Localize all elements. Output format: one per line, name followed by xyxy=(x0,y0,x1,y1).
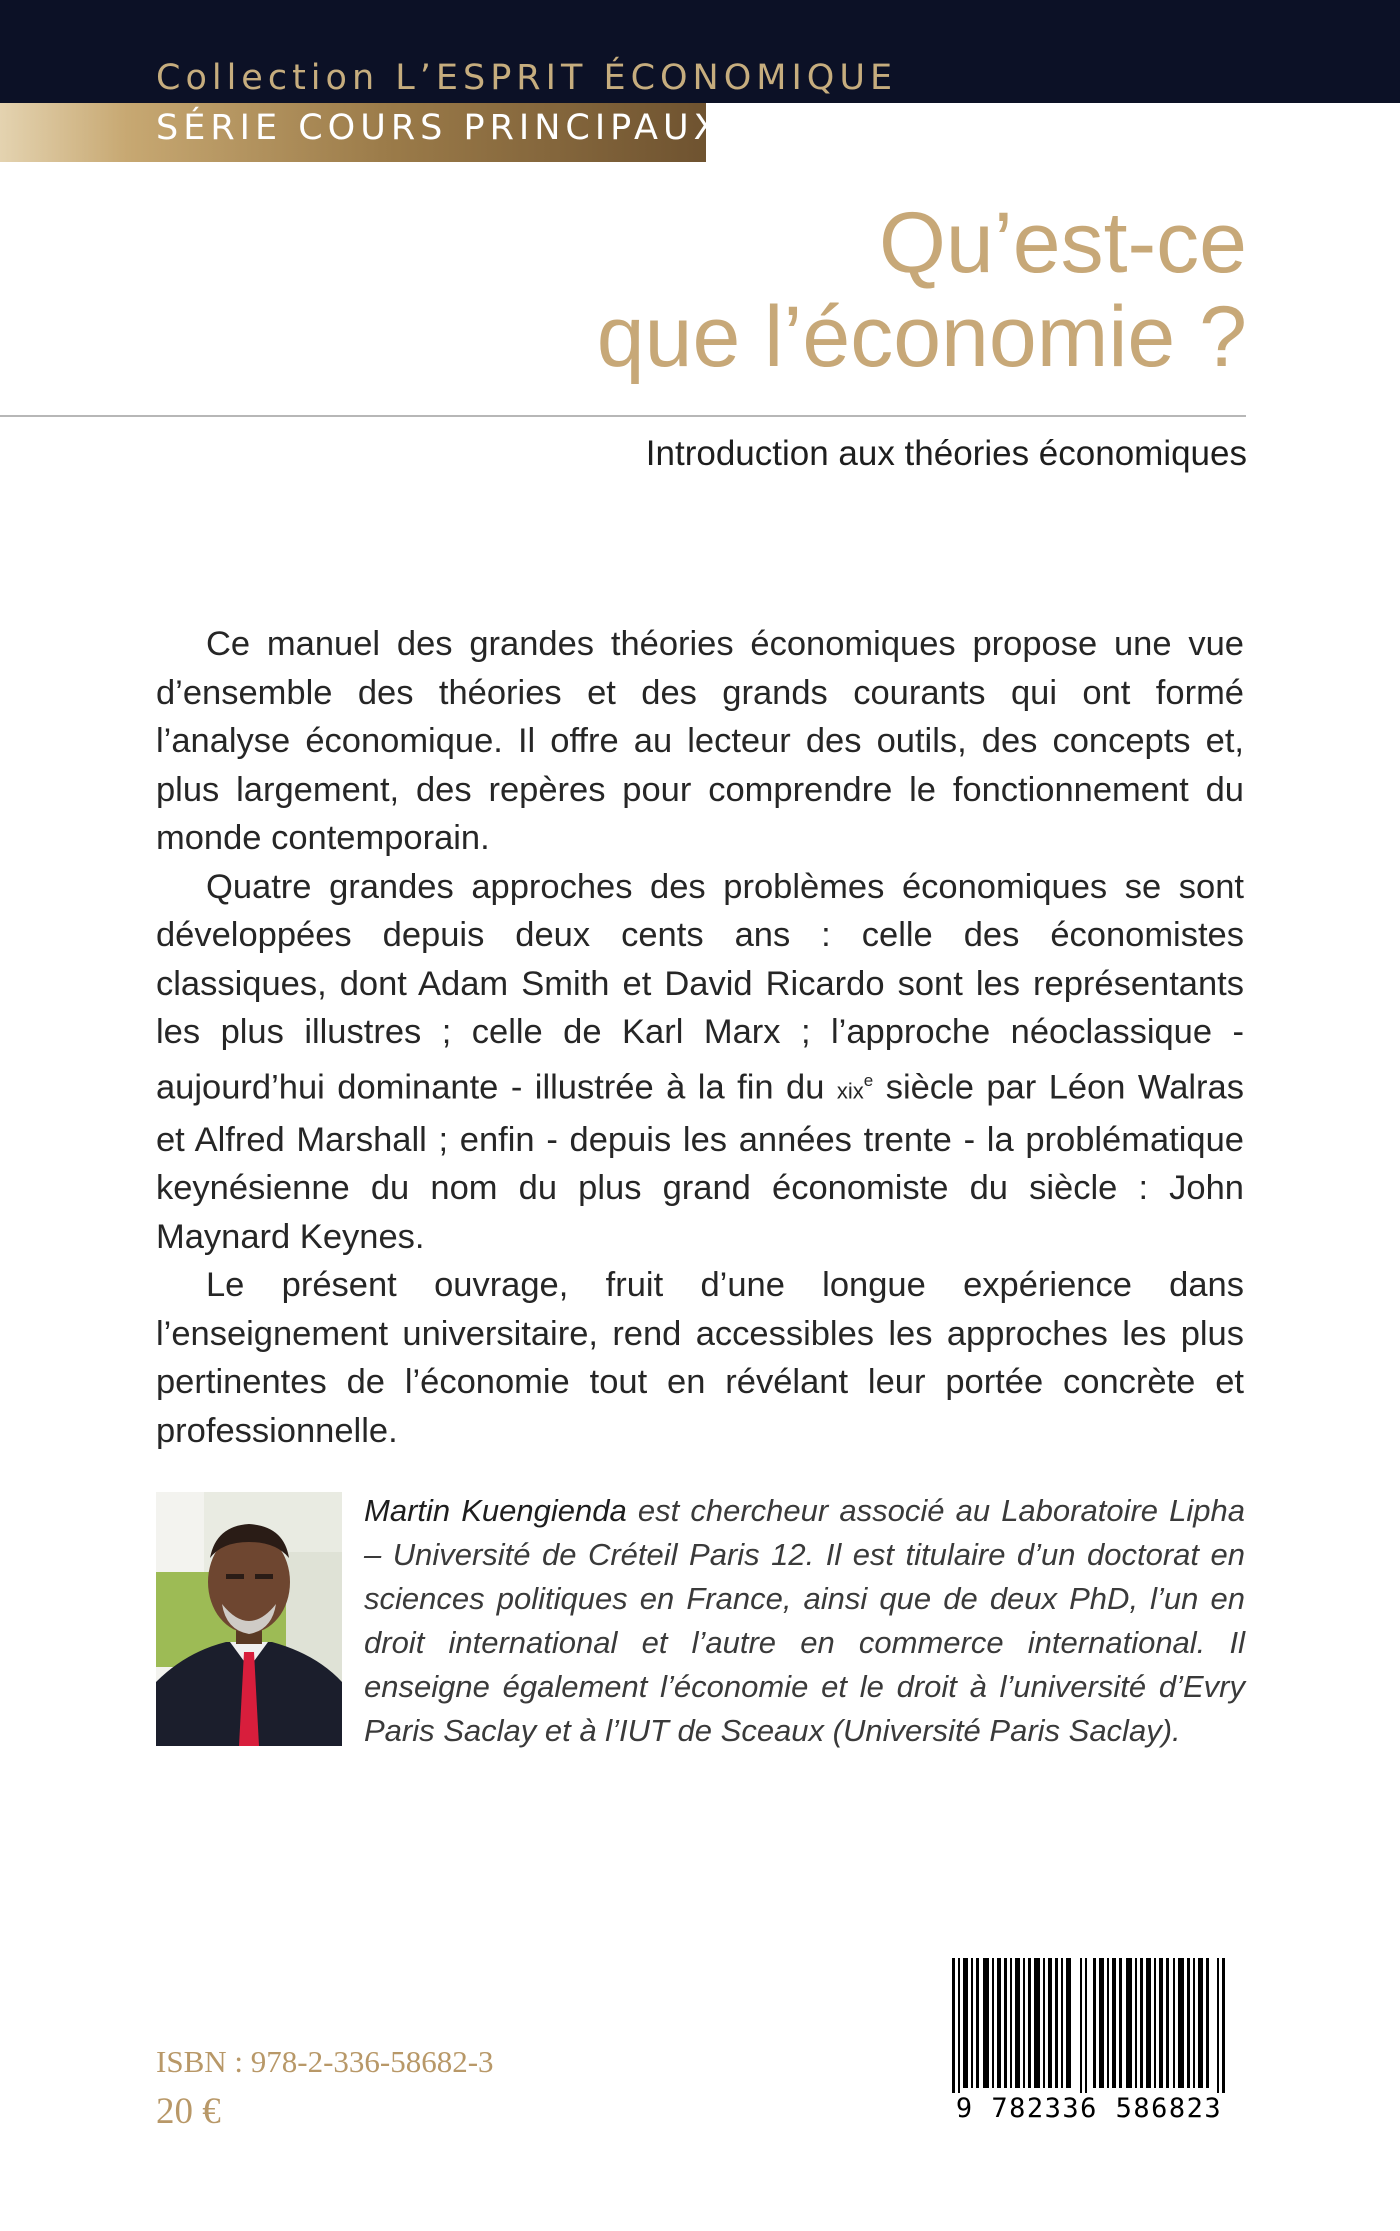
book-title xyxy=(597,196,1247,384)
title-divider xyxy=(0,415,1246,417)
century-label: xix xyxy=(836,1078,864,1103)
book-subtitle: Introduction aux théories économiques xyxy=(645,434,1247,473)
collection-label: Collection L’ESPRIT ÉCONOMIQUE xyxy=(156,58,898,98)
author-photo xyxy=(156,1492,342,1746)
summary-p2-before: Quatre grandes approches des problèmes économiques se sont développées depuis deux cents ans : celle des économistes classiques, dont Adam Smith et David Ricardo sont les représentants les plus illustres ; celle de Karl Marx ; l’approche néoclassique - aujourd’hui dominante - illustrée à la fin du xyxy=(156,867,1244,1106)
title-line-2: que l’économie ? xyxy=(596,289,1247,385)
author-description: est chercheur associé au Laboratoire Lipha – Université de Créteil Paris 12. Il est titulaire d’un doctorat en sciences politiques en France, ainsi que de deux PhD, l’un en droit international et l’autre en commerce international. Il enseigne également l’économie et le droit à l’université d’Evry Paris Saclay et à l’IUT de Sceaux (Université Paris Saclay). xyxy=(364,1493,1245,1748)
price: 20 € xyxy=(156,2091,221,2132)
summary-text xyxy=(156,620,1244,1455)
summary-p2-after: siècle par Léon Walras et Alfred Marshall ; enfin - depuis les années trente - la problématique keynésienne du nom du plus grand économiste du siècle : John Maynard Keynes. xyxy=(156,1068,1244,1256)
author-bio xyxy=(364,1489,1245,1753)
summary-paragraph-2 xyxy=(156,863,1244,1262)
century-sup: e xyxy=(863,1070,874,1090)
summary-paragraph-3: Le présent ouvrage, fruit d’une longue expérience dans l’enseignement universitaire, rend accessibles les approches les plus pertinentes de l’économie tout en révélant leur portée concrète et professionnelle. xyxy=(156,1266,1244,1450)
isbn: ISBN : 978-2-336-58682-3 xyxy=(156,2044,494,2079)
summary-paragraph-1: Ce manuel des grandes théories économiques propose une vue d’ensemble des théories et des grands courants qui ont formé l’analyse économique. Il offre au lecteur des outils, des concepts et, plus largement, des repères pour comprendre le fonctionnement du monde contemporain. xyxy=(156,625,1244,857)
title-line-1: Qu’est-ce xyxy=(878,195,1247,291)
author-name: Martin Kuengienda xyxy=(364,1493,627,1528)
serie-label: SÉRIE COURS PRINCIPAUX xyxy=(156,108,723,148)
barcode-digits: 9 782336 586823 xyxy=(930,2093,1248,2124)
